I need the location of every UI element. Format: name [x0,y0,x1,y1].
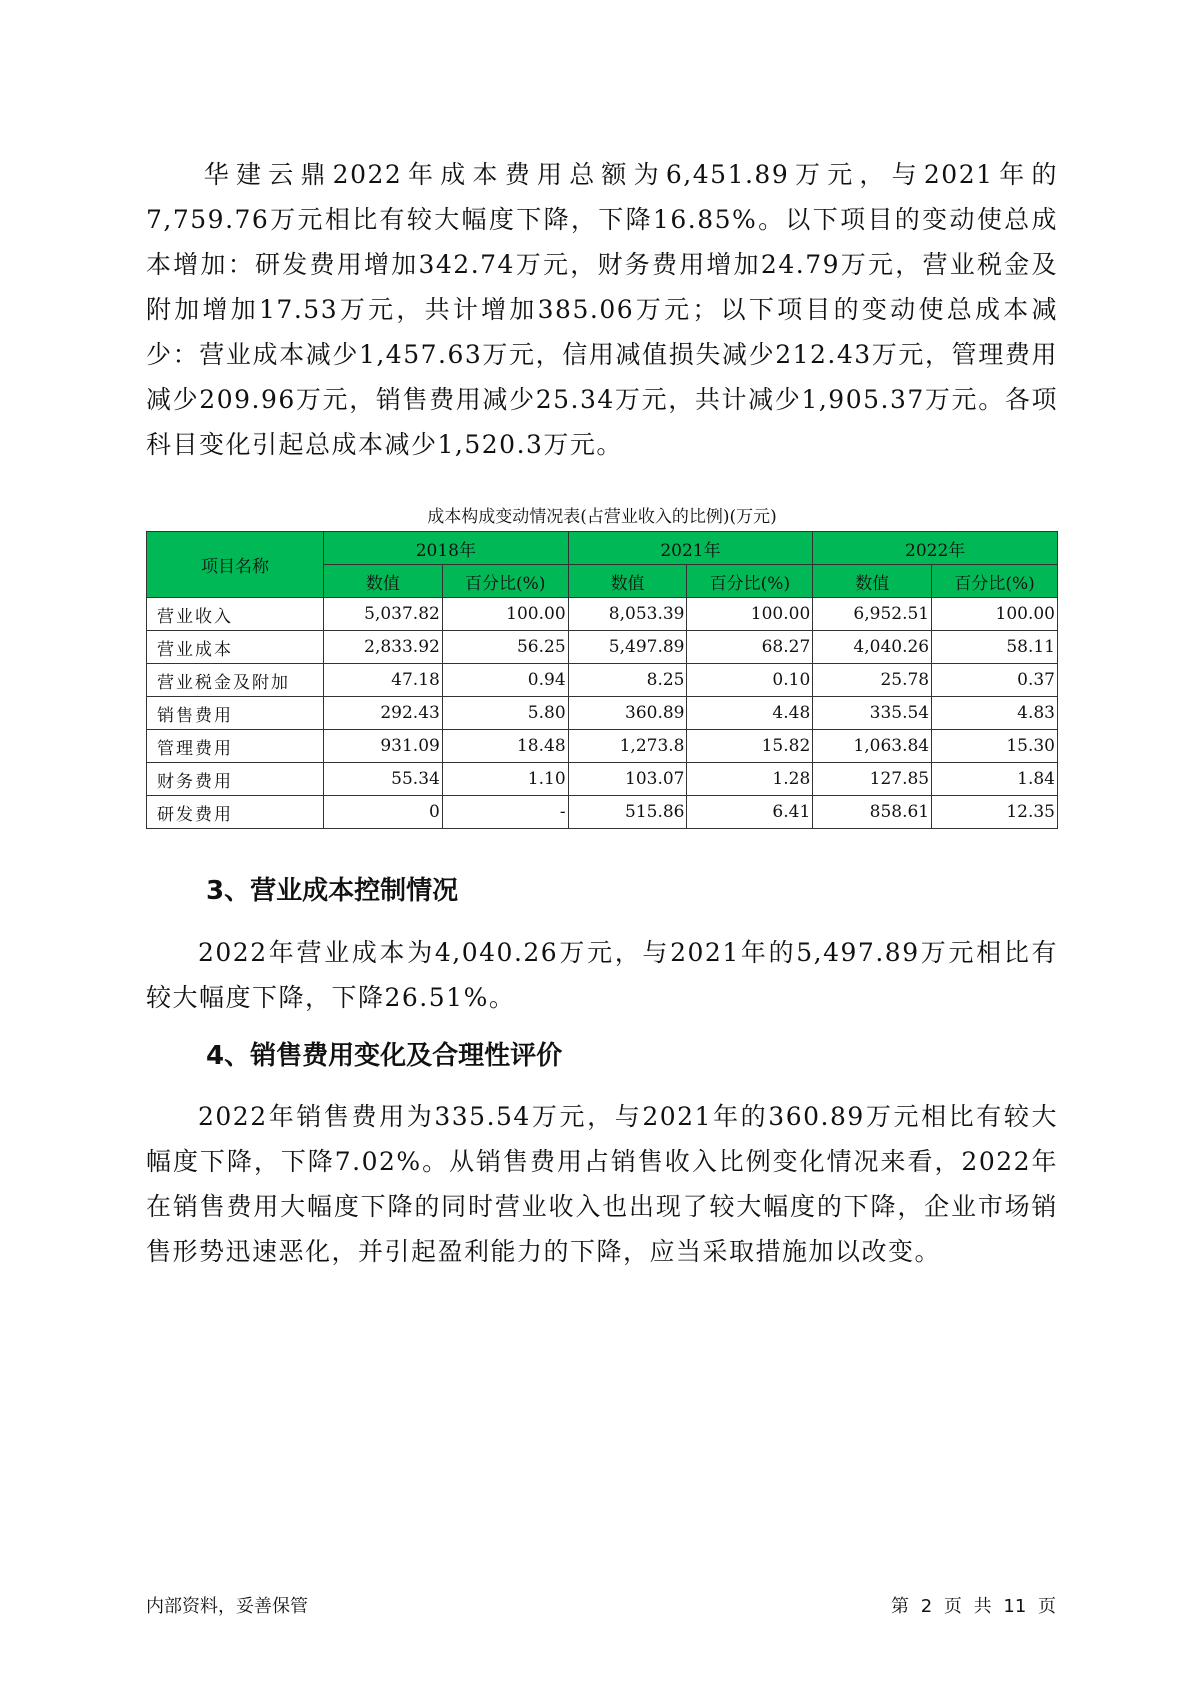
footer-page-number: 第 2 页 共 11 页 [891,1596,1056,1617]
table-cell: 6.41 [687,796,813,829]
table-cell: 12.35 [932,796,1058,829]
row-label: 营业收入 [147,598,324,631]
header-percent: 百分比(%) [932,565,1058,598]
header-year-2021: 2021年 [568,532,813,565]
table-cell: 55.34 [324,763,443,796]
table-cell: - [442,796,568,829]
table-cell: 6,952.51 [813,598,932,631]
table-cell: 931.09 [324,730,443,763]
table-cell: 1,063.84 [813,730,932,763]
paragraph-operating-cost [146,930,1058,1020]
table-cell: 5.80 [442,697,568,730]
table-cell: 292.43 [324,697,443,730]
table-cell: 56.25 [442,631,568,664]
header-percent: 百分比(%) [442,565,568,598]
table-cell: 68.27 [687,631,813,664]
row-label: 销售费用 [147,697,324,730]
table-row [147,631,1058,664]
paragraph-text: 华建云鼎2022年成本费用总额为6,451.89万元，与2021年的7,759.76万元相比有较大幅度下降，下降16.85%。以下项目的变动使总成本增加：研发费用增加342.74万元，财务费用增加24.79万元，营业税金及附加增加17.53万元，共计增加385.06万元；以下项目的变动使总成本减少：营业成本减少1,457.63万元，信用减值损失减少212.43万元，管理费用减少209.96万元，销售费用减少25.34万元，共计减少1,905.37万元。各项科目变化引起总成本减少1,520.3万元。 [146,160,1058,459]
table-cell: 100.00 [687,598,813,631]
table-cell: 4.48 [687,697,813,730]
table-cell: 100.00 [932,598,1058,631]
table-cell: 858.61 [813,796,932,829]
header-value: 数值 [568,565,687,598]
section-heading-operating-cost: 3、营业成本控制情况 [206,876,459,906]
table-cell: 25.78 [813,664,932,697]
row-label: 营业税金及附加 [147,664,324,697]
table-cell: 5,497.89 [568,631,687,664]
table-caption: 成本构成变动情况表(占营业收入的比例)(万元) [427,507,777,527]
header-item-name: 项目名称 [147,532,324,598]
header-year-2022: 2022年 [813,532,1058,565]
paragraph-text: 2022年营业成本为4,040.26万元，与2021年的5,497.89万元相比有较大幅度下降，下降26.51%。 [146,938,1058,1012]
table-cell: 103.07 [568,763,687,796]
table-row [147,697,1058,730]
row-label: 管理费用 [147,730,324,763]
header-year-2018: 2018年 [324,532,569,565]
row-label: 研发费用 [147,796,324,829]
footer-confidential-note: 内部资料，妥善保管 [146,1596,308,1617]
table-cell: 0.10 [687,664,813,697]
table-row [147,796,1058,829]
row-label: 营业成本 [147,631,324,664]
table-cell: 0.37 [932,664,1058,697]
table-cell: 2,833.92 [324,631,443,664]
table-cell: 47.18 [324,664,443,697]
table-cell: 1,273.8 [568,730,687,763]
paragraph-sales-expense [146,1094,1058,1274]
table-row [147,664,1058,697]
table-row [147,598,1058,631]
table-cell: 18.48 [442,730,568,763]
table-cell: 1.28 [687,763,813,796]
header-value: 数值 [813,565,932,598]
table-cell: 335.54 [813,697,932,730]
row-label: 财务费用 [147,763,324,796]
table-cell: 15.82 [687,730,813,763]
table-cell: 1.10 [442,763,568,796]
table-cell: 58.11 [932,631,1058,664]
table-cell: 4,040.26 [813,631,932,664]
table-row [147,763,1058,796]
table-cell: 4.83 [932,697,1058,730]
paragraph-text: 2022年销售费用为335.54万元，与2021年的360.89万元相比有较大幅度下降，下降7.02%。从销售费用占销售收入比例变化情况来看，2022年在销售费用大幅度下降的同时营业收入也出现了较大幅度的下降，企业市场销售形势迅速恶化，并引起盈利能力的下降，应当采取措施加以改变。 [146,1102,1058,1266]
section-heading-sales-expense: 4、销售费用变化及合理性评价 [206,1041,563,1071]
table-cell: 1.84 [932,763,1058,796]
table-cell: 5,037.82 [324,598,443,631]
table-cell: 0 [324,796,443,829]
header-percent: 百分比(%) [687,565,813,598]
table-cell: 127.85 [813,763,932,796]
table-cell: 8,053.39 [568,598,687,631]
table-cell: 0.94 [442,664,568,697]
cost-structure-table [146,531,1058,829]
table-cell: 515.86 [568,796,687,829]
table-cell: 8.25 [568,664,687,697]
paragraph-cost-summary [146,152,1058,467]
table-row [147,730,1058,763]
table-cell: 100.00 [442,598,568,631]
header-value: 数值 [324,565,443,598]
table-cell: 360.89 [568,697,687,730]
table-cell: 15.30 [932,730,1058,763]
